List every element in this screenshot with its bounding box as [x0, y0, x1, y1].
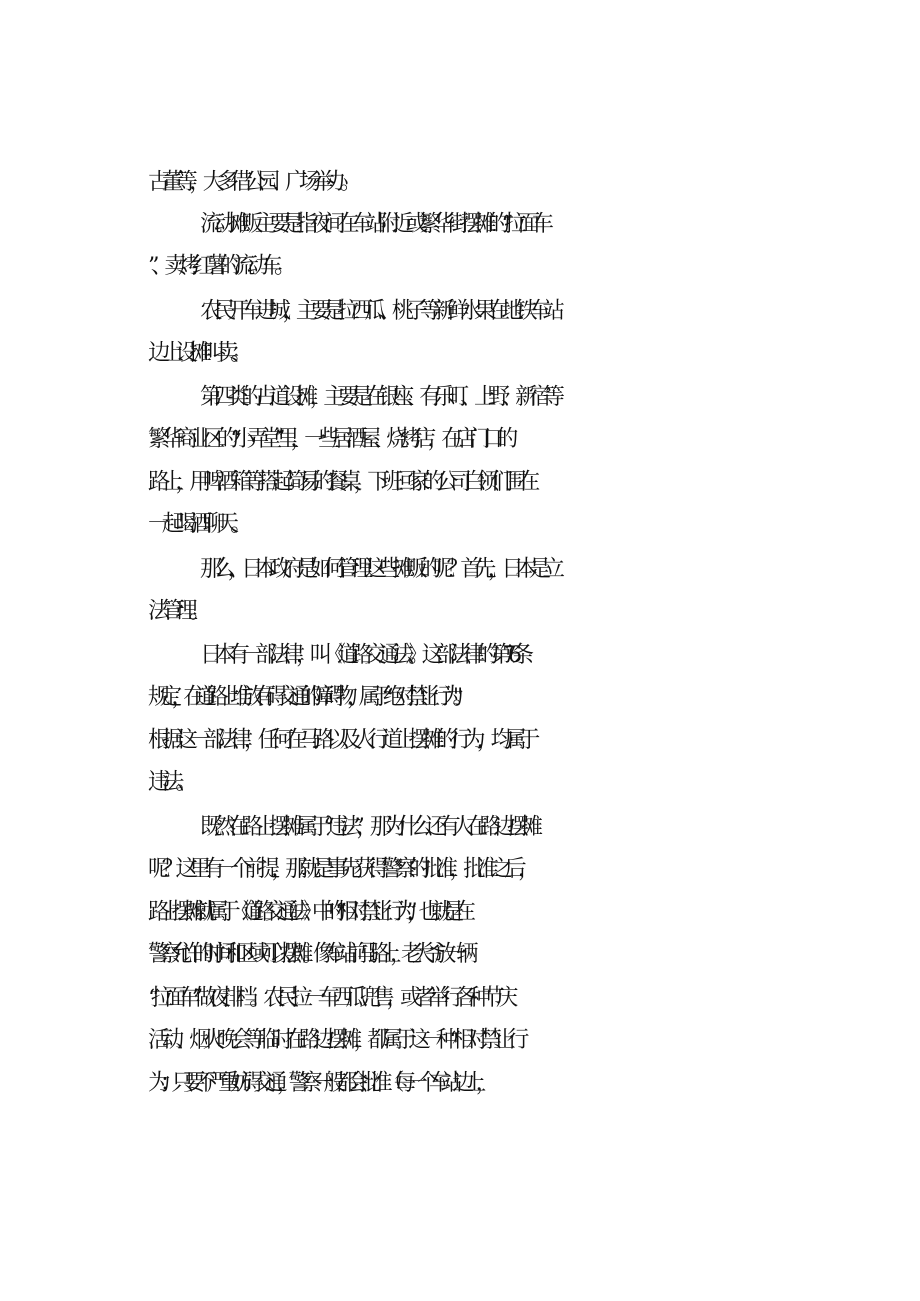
text-line: 边上设摊叫卖。: [148, 340, 244, 366]
paragraph-first-line: 那么，日本政府是如何管理这些摊贩的呢？首先，日本是立: [200, 556, 557, 582]
paragraph-first-line: 流动摊贩主要是指夜间在车站附近或繁华街摆摊的“拉面车: [200, 211, 546, 237]
text-line: 古董等，大多借公园、广场举办。: [148, 169, 354, 195]
text-line: 为：只要不严重妨碍交通，警察一般都会批准（每一个车站边上，: [148, 1070, 488, 1096]
text-line: 规定，在道路上堆放有碍交通的障碍物，属于“绝对禁止行为"。: [148, 684, 465, 710]
text-line: 路上，用啤酒箱等搭起简易的餐桌，下班回家的公司白领们围在: [148, 469, 532, 495]
text-line: 路上摆摊就属于《道路交通法》中的“相对禁止行为”，也就是在: [148, 899, 466, 925]
paragraph-first-line: 日本有一部法律，叫《道路交通法》。这部法律的第 76 条: [200, 642, 526, 668]
text-line: 一起喝酒聊天。: [148, 511, 244, 537]
text-line: 繁华商业区的“小弄堂”里，一些居酒屋、烧烤店，在店门口的: [148, 426, 510, 452]
paragraph-first-line: 农民开车进城，主要是拉西瓜、桃子等新鲜水果在地铁车站: [200, 298, 557, 324]
text-line: ”、卖烤红薯的流动车。: [148, 253, 288, 279]
text-line: 警察允许的时间和区域可以摆摊。像车站前马路上，老大爷放一辆: [148, 941, 468, 967]
text-line: 法管理。: [148, 598, 203, 624]
text-line: 根据这一部法律，任何在马路以及人行道上摆摊的行为，均属于: [148, 727, 532, 753]
text-line: 违法。: [148, 769, 190, 795]
text-line: 呢？这里有一个前提，那就是事先获得警察的批准，批准之后，: [148, 856, 532, 882]
text-line: 活动、烟火晚会等临时在路边摆摊，都属于这一种“相对禁止行: [148, 1027, 521, 1053]
paragraph-first-line: 第四类的占道设摊，主要是在银座、有乐町、上野、新宿等: [200, 384, 557, 410]
paragraph-first-line: 既然在路上摆摊属于“违法”，那为什么还有人在路边摆摊: [200, 814, 535, 840]
text-line: “拉面车”做夜排档。农民拉一车西瓜兜售，或者举行各种节庆: [148, 985, 510, 1011]
